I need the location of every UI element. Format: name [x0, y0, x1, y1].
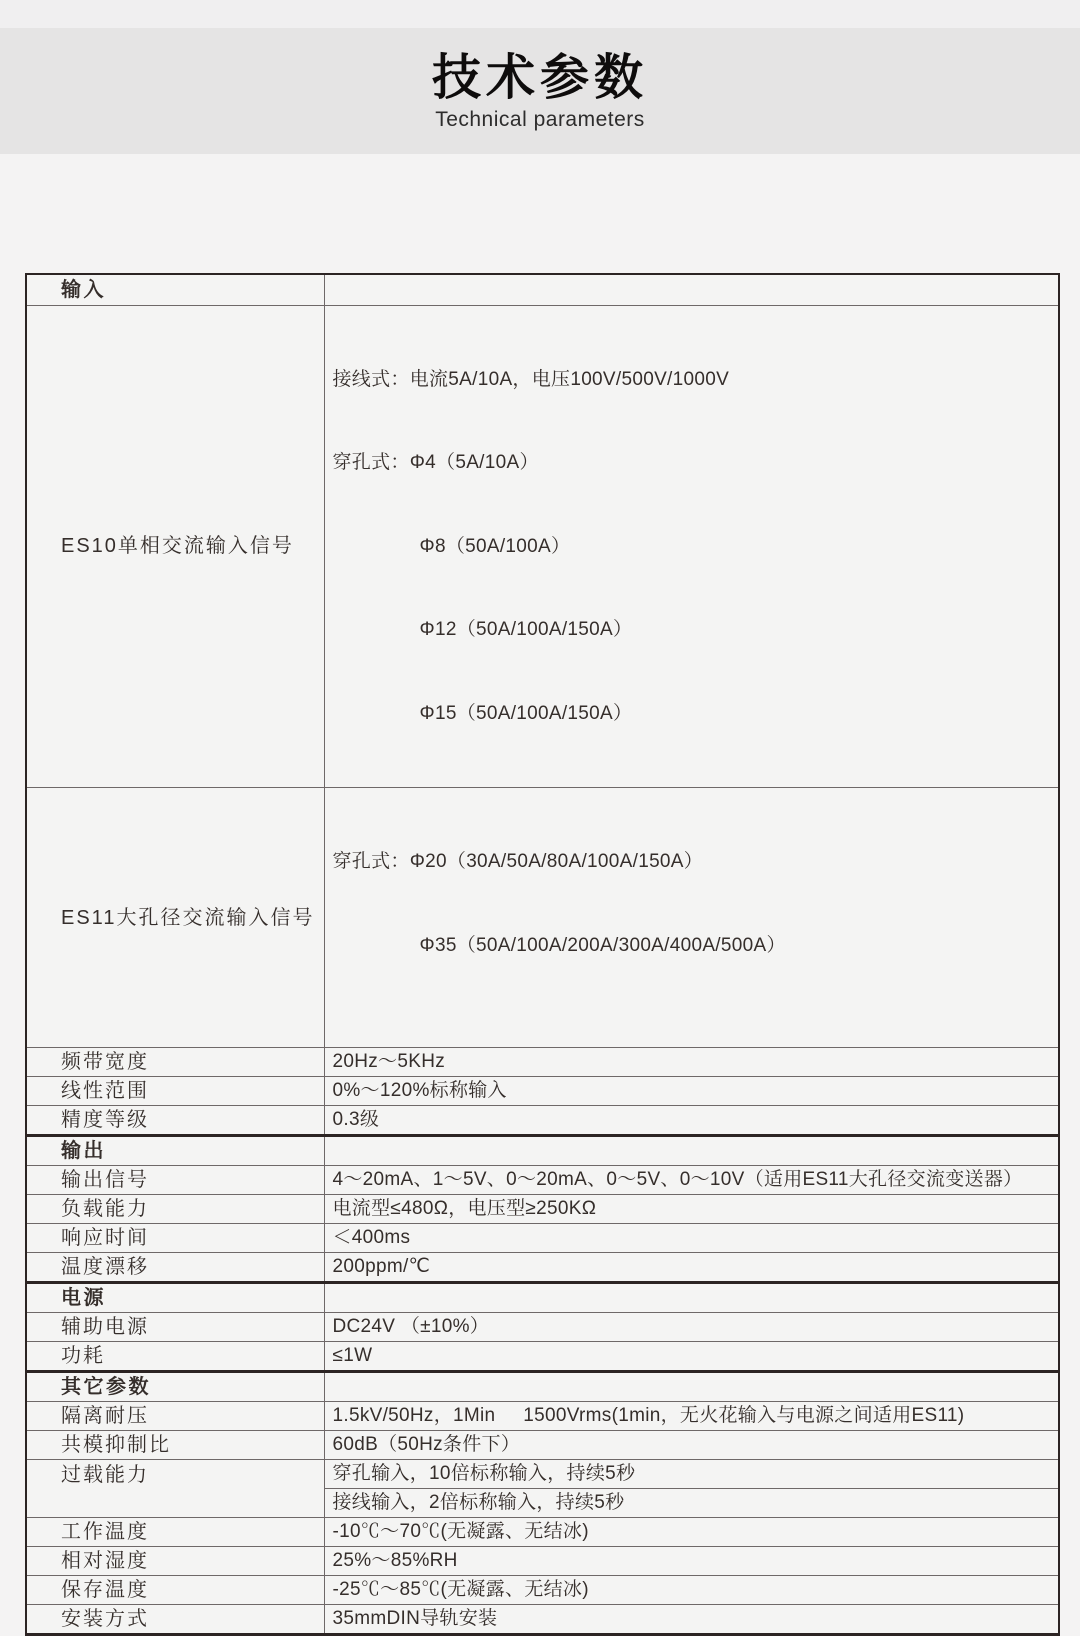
es10-value-line: Φ12（50A/100A/150A） [419, 619, 633, 640]
table-row [26, 1460, 1059, 1489]
accuracy-class-label: 精度等级 [26, 1106, 324, 1136]
output-signal-value: 4～20mA、1～5V、0～20mA、0～5V、0～10V（适用ES11大孔径交流变送器） [324, 1166, 1059, 1195]
relative-humidity-label: 相对湿度 [26, 1547, 324, 1576]
table-row [26, 1605, 1059, 1635]
response-time-value: ＜400ms [324, 1224, 1059, 1253]
page-title: 技术参数 [431, 50, 648, 105]
es10-input-signal-value [324, 305, 1059, 788]
table-row [26, 1431, 1059, 1460]
technical-parameters-table [25, 273, 1060, 1636]
power-section-value [324, 1283, 1059, 1313]
table-row [26, 1253, 1059, 1283]
table-row [26, 1195, 1059, 1224]
working-temperature-value: -10℃～70℃(无凝露、无结冰) [324, 1518, 1059, 1547]
table-row [26, 1224, 1059, 1253]
storage-temperature-label: 保存温度 [26, 1576, 324, 1605]
overload-capacity-value-1: 穿孔输入，10倍标称输入，持续5秒 [324, 1460, 1059, 1489]
table-row [26, 1048, 1059, 1077]
table-row [26, 788, 1059, 1048]
table-row [26, 1342, 1059, 1372]
temperature-drift-label: 温度漂移 [26, 1253, 324, 1283]
table-row [26, 1283, 1059, 1313]
table-row [26, 1136, 1059, 1166]
power-consumption-label: 功耗 [26, 1342, 324, 1372]
linearity-range-value: 0%～120%标称输入 [324, 1077, 1059, 1106]
es10-value-line: Φ15（50A/100A/150A） [419, 702, 633, 724]
other-params-section-label: 其它参数 [26, 1372, 324, 1402]
cmrr-value: 60dB（50Hz条件下） [324, 1431, 1059, 1460]
table-row [26, 1402, 1059, 1431]
overload-capacity-label: 过载能力 [26, 1460, 324, 1518]
es11-value-line: 穿孔式：Φ20（30A/50A/80A/100A/150A） [332, 851, 704, 872]
table-row [26, 1372, 1059, 1402]
linearity-range-label: 线性范围 [26, 1077, 324, 1106]
load-capacity-value: 电流型≤480Ω，电压型≥250KΩ [324, 1195, 1059, 1224]
response-time-label: 响应时间 [26, 1224, 324, 1253]
table-row [26, 1077, 1059, 1106]
storage-temperature-value: -25℃～85℃(无凝露、无结冰) [324, 1576, 1059, 1605]
relative-humidity-value: 25%～85%RH [324, 1547, 1059, 1576]
temperature-drift-value: 200ppm/℃ [324, 1253, 1059, 1283]
aux-power-label: 辅助电源 [26, 1313, 324, 1342]
es11-input-signal-value [324, 788, 1059, 1048]
es10-value-line: Φ8（50A/100A） [419, 535, 571, 557]
aux-power-value: DC24V （±10%） [324, 1313, 1059, 1342]
other-params-section-value [324, 1372, 1059, 1402]
output-signal-label: 输出信号 [26, 1166, 324, 1195]
table-row [26, 1106, 1059, 1136]
es11-input-signal-label: ES11大孔径交流输入信号 [26, 788, 324, 1048]
es11-value-line: Φ35（50A/100A/200A/300A/400A/500A） [419, 934, 786, 956]
table-row [26, 274, 1059, 305]
isolation-voltage-label: 隔离耐压 [26, 1402, 324, 1431]
isolation-voltage-value: 1.5kV/50Hz，1Min 1500Vrms(1min，无火花输入与电源之间适用ES11) [324, 1402, 1059, 1431]
accuracy-class-value: 0.3级 [324, 1106, 1059, 1136]
table-row [26, 1313, 1059, 1342]
input-section-label: 输入 [26, 274, 324, 305]
bandwidth-value: 20Hz～5KHz [324, 1048, 1059, 1077]
page-subtitle: Technical parameters [435, 108, 645, 132]
mounting-method-value: 35mmDIN导轨安装 [324, 1605, 1059, 1635]
top-strip [0, 0, 1080, 28]
power-section-label: 电源 [26, 1283, 324, 1313]
table-row [26, 1576, 1059, 1605]
mounting-method-label: 安装方式 [26, 1605, 324, 1635]
output-section-value [324, 1136, 1059, 1166]
bandwidth-label: 频带宽度 [26, 1048, 324, 1077]
output-section-label: 输出 [26, 1136, 324, 1166]
load-capacity-label: 负载能力 [26, 1195, 324, 1224]
es10-value-line: 穿孔式：Φ4（5A/10A） [332, 452, 539, 473]
es10-value-line: 接线式：电流5A/10A，电压100V/500V/1000V [332, 368, 730, 390]
table-row [26, 1547, 1059, 1576]
working-temperature-label: 工作温度 [26, 1518, 324, 1547]
input-section-value [324, 274, 1059, 305]
es10-input-signal-label: ES10单相交流输入信号 [26, 305, 324, 788]
overload-capacity-value-2: 接线输入，2倍标称输入，持续5秒 [324, 1489, 1059, 1518]
table-row [26, 1518, 1059, 1547]
table-row [26, 1166, 1059, 1195]
table-row [26, 305, 1059, 788]
cmrr-label: 共模抑制比 [26, 1431, 324, 1460]
power-consumption-value: ≤1W [324, 1342, 1059, 1372]
title-band [0, 28, 1080, 154]
